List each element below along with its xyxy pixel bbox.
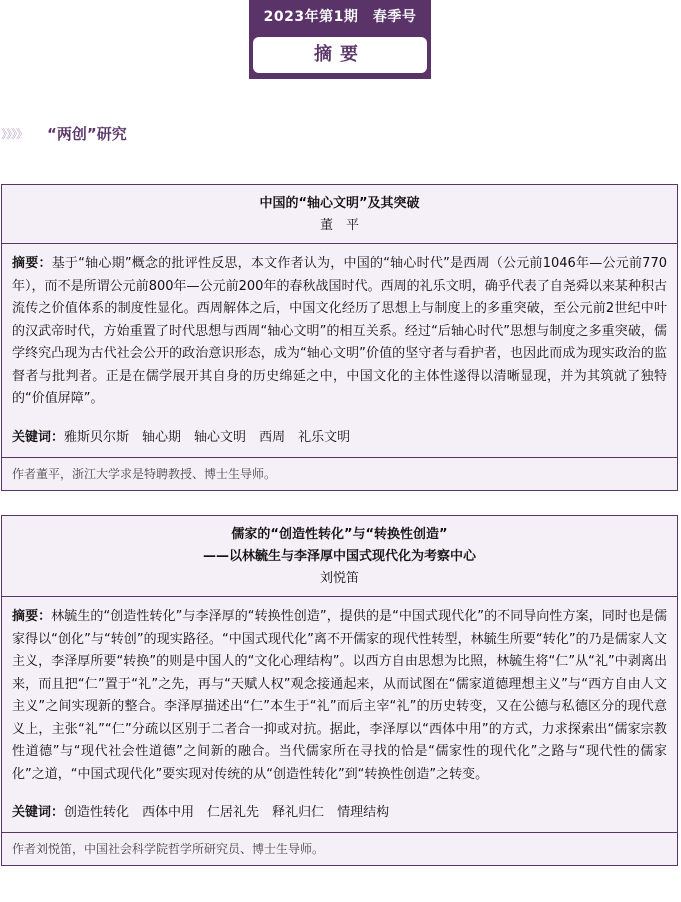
article-header [2, 185, 677, 244]
chevron-right-icon: 》》》》 [1, 126, 28, 141]
abstract-label: 摘要： [12, 256, 52, 271]
article-author: 刘悦笛 [319, 571, 359, 586]
keyword: 轴心文明 [194, 429, 247, 445]
section-title: “两创”研究 [47, 124, 127, 143]
keyword: 西周 [259, 429, 286, 445]
abstract-text: 基于“轴心期”概念的批评性反思，本文作者认为，中国的“轴心时代”是西周（公元前1046年—公元前770年），而不是所谓公元前800年—公元前200年的春秋战国时代。西周的礼乐文明，确乎代表了自尧舜以来某种积古流传之价值体系的制度性显化。西周解体之后，中国文化经历了思想上与制度上的多重突破，至公元前2世纪中叶的汉武帝时代，方始重置了时代思想与西周“轴心文明”的相互关系。经过“后轴心时代”思想与制度之多重突破，儒学终究凸现为古代社会公开的政治意识形态，成为“轴心文明”价值的坚守者与看护者，也因此而成为现实政治的监督者与批判者。正是在儒学展开其自身的历史绵延之中，中国文化的主体性遂得以清晰显现，并为其筑就了独特的“价值屏障”。 [12, 256, 667, 406]
author-note: 作者董平，浙江大学求是特聘教授、博士生导师。 [2, 457, 677, 490]
keyword: 释礼归仁 [272, 805, 325, 820]
keyword: 西体中用 [142, 805, 195, 820]
article-subtitle: ——以林毓生与李泽厚中国式现代化为考察中心 [202, 549, 476, 564]
article-title: 儒家的“创造性转化”与“转换性创造” [231, 527, 448, 542]
abstract-label: 摘要： [12, 609, 52, 624]
keywords-row [12, 427, 667, 449]
issue-label: 2023年第1期 春季号 [263, 9, 417, 25]
article-card [1, 515, 678, 866]
issue-header [249, 0, 431, 79]
keyword: 仁居礼先 [207, 805, 260, 820]
abstract-text: 林毓生的“创造性转化”与李泽厚的“转换性创造”，提供的是“中国式现代化”的不同导向性方案，同时也是儒家得以“创化”与“转创”的现实路径。“中国式现代化”离不开儒家的现代性转型，林毓生所要“转化”的乃是儒家人文主义，李泽厚所要“转换”的则是中国人的“文化心理结构”。以西方自由思想为比照，林毓生将“仁”从“礼”中剥离出来，而且把“仁”置于“礼”之先，再与“天赋人权”观念接通起来，从而试图在“儒家道德理想主义”与“西方自由人文主义”之间实现新的整合。李泽厚描述出“仁”本生于“礼”而后主宰“礼”的历史转变，又在公德与私德区分的现代意义上，主张“礼”“仁”分疏以区别于二者合一抑或对抗。据此，李泽厚以“西体中用”的方式，力求探索出“儒家宗教性道德”与“现代社会性道德”之间新的融合。当代儒家所在寻找的恰是“儒家性的现代化”之路与“现代性的儒家化”之道，“中国式现代化”要实现对传统的从“创造性转化”到“转换性创造”之转变。 [12, 609, 667, 782]
keyword: 轴心期 [142, 429, 182, 445]
keyword: 礼乐文明 [298, 429, 351, 445]
article-abstract [2, 244, 677, 457]
page-title: 摘要 [253, 37, 427, 73]
keyword: 创造性转化 [64, 805, 130, 820]
article-card [1, 184, 678, 491]
section-heading [0, 122, 127, 144]
author-note: 作者刘悦笛，中国社会科学院哲学所研究员、博士生导师。 [2, 832, 677, 865]
keyword: 雅斯贝尔斯 [64, 429, 130, 445]
article-abstract [2, 597, 677, 832]
keyword: 情理结构 [337, 805, 390, 820]
keywords-label: 关键词： [12, 429, 65, 445]
keywords-row [12, 802, 667, 824]
article-author: 董 平 [319, 218, 359, 233]
article-header [2, 516, 677, 597]
keywords-label: 关键词： [12, 805, 65, 820]
article-title: 中国的“轴心文明”及其突破 [259, 196, 420, 211]
